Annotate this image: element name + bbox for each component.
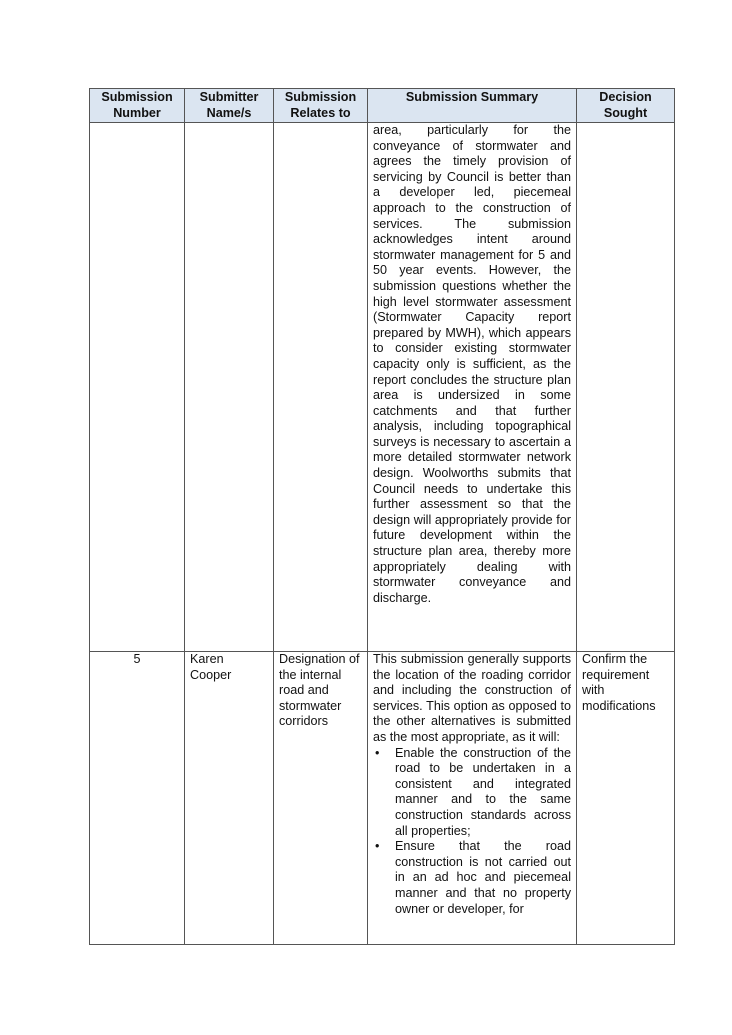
table-row bbox=[90, 123, 675, 652]
summary-bullet-list bbox=[373, 746, 571, 918]
header-submission-summary: Submission Summary bbox=[368, 89, 577, 123]
cell-relates: Designation of the internal road and stormwater corridors bbox=[274, 652, 368, 945]
header-decision-sought: Decision Sought bbox=[577, 89, 675, 123]
table-row bbox=[90, 652, 675, 945]
cell-submitter: Karen Cooper bbox=[185, 652, 274, 945]
submissions-table bbox=[89, 88, 675, 945]
cell-decision bbox=[577, 123, 675, 652]
cell-number: 5 bbox=[90, 652, 185, 945]
summary-text: area, particularly for the conveyance of stormwater and agrees the timely provision of servicing by Council is better than a developer led, piecemeal approach to the construction of services. The submission acknowledges intent around stormwater management for 5 and 50 year events. However, the submission questions whether the high level stormwater assessment (Stormwater Capacity report prepared by MWH), which appears to consider existing stormwater capacity only is sufficient, as the report concludes the structure plan area is undersized in some catchments and that further analysis, including topographical surveys is necessary to ascertain a more detailed stormwater network design. Woolworths submits that Council needs to undertake this further assessment so that the design will appropriately provide for future development within the structure plan area, thereby more appropriately dealing with stormwater conveyance and discharge. bbox=[373, 123, 571, 605]
header-submitter-names: Submitter Name/s bbox=[185, 89, 274, 123]
list-item: • Enable the construction of the road to be undertaken in a consistent and integrated manner and to the same construction standards across all properties; bbox=[373, 746, 571, 840]
cell-number bbox=[90, 123, 185, 652]
cell-decision: Confirm the requirement with modifications bbox=[577, 652, 675, 945]
cell-summary bbox=[368, 652, 577, 945]
cell-submitter bbox=[185, 123, 274, 652]
table-header-row bbox=[90, 89, 675, 123]
header-submission-relates-to: Submission Relates to bbox=[274, 89, 368, 123]
list-item: • Ensure that the road construction is not carried out in an ad hoc and piecemeal manner and that no property owner or developer, for bbox=[373, 839, 571, 917]
cell-summary bbox=[368, 123, 577, 652]
cell-relates bbox=[274, 123, 368, 652]
header-submission-number: Submission Number bbox=[90, 89, 185, 123]
summary-text: This submission generally supports the location of the roading corridor and including the construction of services. This option as opposed to the other alternatives is submitted as the most appropriate, as it will: bbox=[373, 652, 571, 744]
